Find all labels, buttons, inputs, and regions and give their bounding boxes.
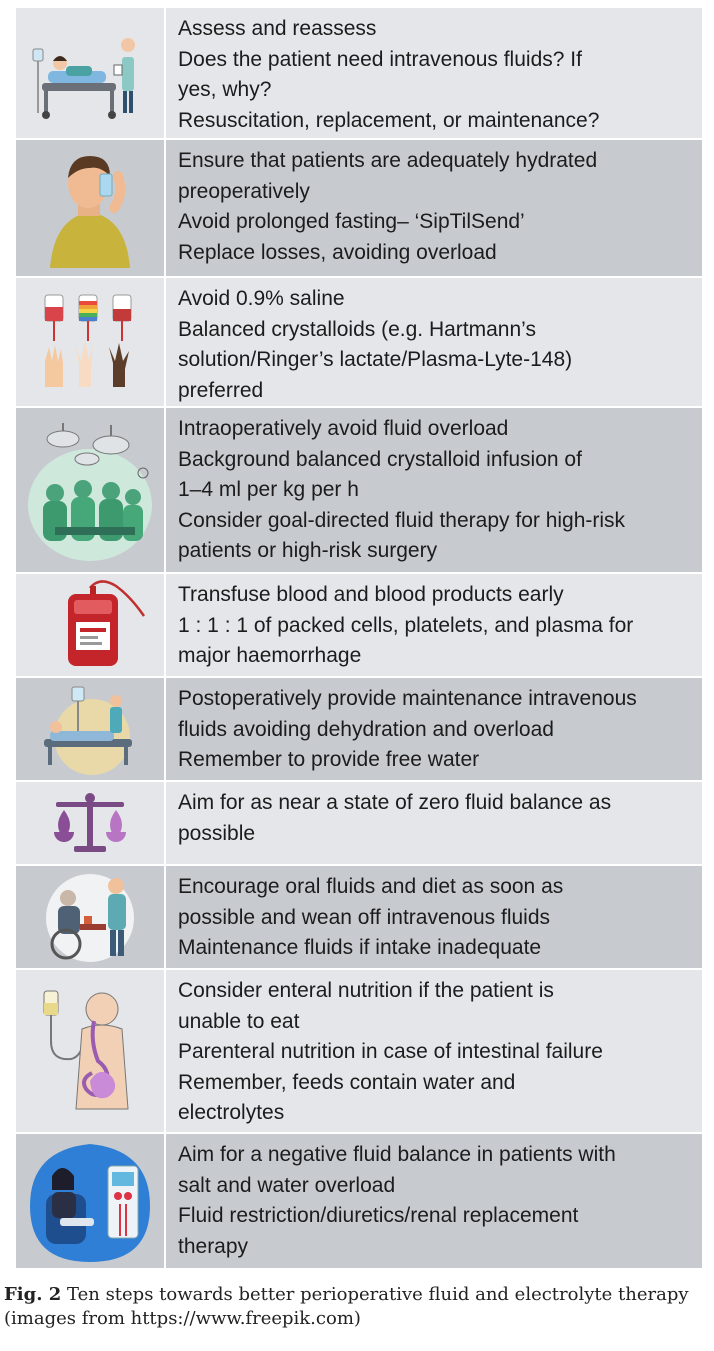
table-row [16,678,702,782]
surgical-team-icon [16,408,166,572]
table-row [16,140,702,278]
table-row [16,574,702,678]
step-line: Parenteral nutrition in case of intestinal failure [178,1040,603,1064]
table-row [16,408,702,574]
step-line: Background balanced crystalloid infusion of [178,447,582,471]
step-text [166,8,702,138]
step-line: Aim for as near a state of zero fluid balance as [178,791,612,814]
step-text [166,408,702,572]
step-text [166,574,702,676]
step-line: Aim for a negative fluid balance in patients with [178,1143,616,1166]
figure-label: Fig. 2 [4,1284,62,1305]
table-row [16,278,702,408]
postop-patient-drip-icon [16,678,166,780]
step-line: Intraoperatively avoid fluid overload [178,417,509,440]
step-line: major haemorrhage [178,644,362,668]
table-row [16,866,702,970]
step-line: Avoid prolonged fasting– ‘SipTilSend’ [178,210,525,234]
enteral-feeding-tube-icon [16,970,166,1132]
fluid-steps-table [16,8,702,1270]
figure-caption-text: Ten steps towards better perioperative fluid and electrolyte therapy (images from https://www.freepik.com) [4,1284,689,1329]
table-row [16,1134,702,1270]
step-line: electrolytes [178,1101,285,1125]
figure-caption [4,1283,704,1331]
table-row [16,782,702,866]
step-line: fluids avoiding dehydration and overload [178,717,554,741]
step-line: Does the patient need intravenous fluids? If [178,47,582,71]
saline-bags-hands-icon [16,278,166,406]
step-line: Replace losses, avoiding overload [178,240,497,264]
step-line: Remember, feeds contain water and [178,1070,516,1094]
step-text [166,782,702,864]
step-text [166,278,702,406]
step-line: possible and wean off intravenous fluids [178,905,551,929]
step-line: therapy [178,1234,249,1258]
step-line: Resuscitation, replacement, or maintenance? [178,108,600,132]
step-text [166,1134,702,1268]
step-line: Transfuse blood and blood products early [178,583,564,606]
step-line: preoperatively [178,179,310,203]
step-line: Consider enteral nutrition if the patient is [178,979,554,1002]
step-text [166,866,702,968]
step-line: preferred [178,378,264,402]
step-line: Consider goal-directed fluid therapy for high-risk [178,508,626,532]
step-line: 1 : 1 : 1 of packed cells, platelets, and plasma for [178,613,634,637]
step-line: Fluid restriction/diuretics/renal replacement [178,1204,579,1228]
step-line: solution/Ringer’s lactate/Plasma-Lyte-148) [178,348,573,372]
step-line: salt and water overload [178,1173,396,1197]
dialysis-patient-icon [16,1134,166,1268]
step-line: patients or high-risk surgery [178,539,438,563]
step-text [166,970,702,1132]
step-text [166,140,702,276]
table-row [16,970,702,1134]
step-line: yes, why? [178,78,272,102]
step-line: Avoid 0.9% saline [178,287,345,310]
blood-bag-icon [16,574,166,676]
step-line: unable to eat [178,1009,300,1033]
step-line: Encourage oral fluids and diet as soon as [178,875,564,898]
step-line: Balanced crystalloids (e.g. Hartmann’s [178,317,536,341]
step-line: Ensure that patients are adequately hydrated [178,149,598,172]
step-line: possible [178,821,256,845]
patient-bed-doctor-icon [16,8,166,138]
step-line: Postoperatively provide maintenance intravenous [178,687,637,710]
table-row [16,8,702,140]
step-line: Assess and reassess [178,17,377,40]
step-text [166,678,702,780]
balance-scale-icon [16,782,166,864]
step-line: Maintenance fluids if intake inadequate [178,936,542,960]
nurse-feeding-patient-icon [16,866,166,968]
step-line: Remember to provide free water [178,748,480,772]
step-line: 1–4 ml per kg per h [178,478,359,502]
man-drinking-icon [16,140,166,276]
